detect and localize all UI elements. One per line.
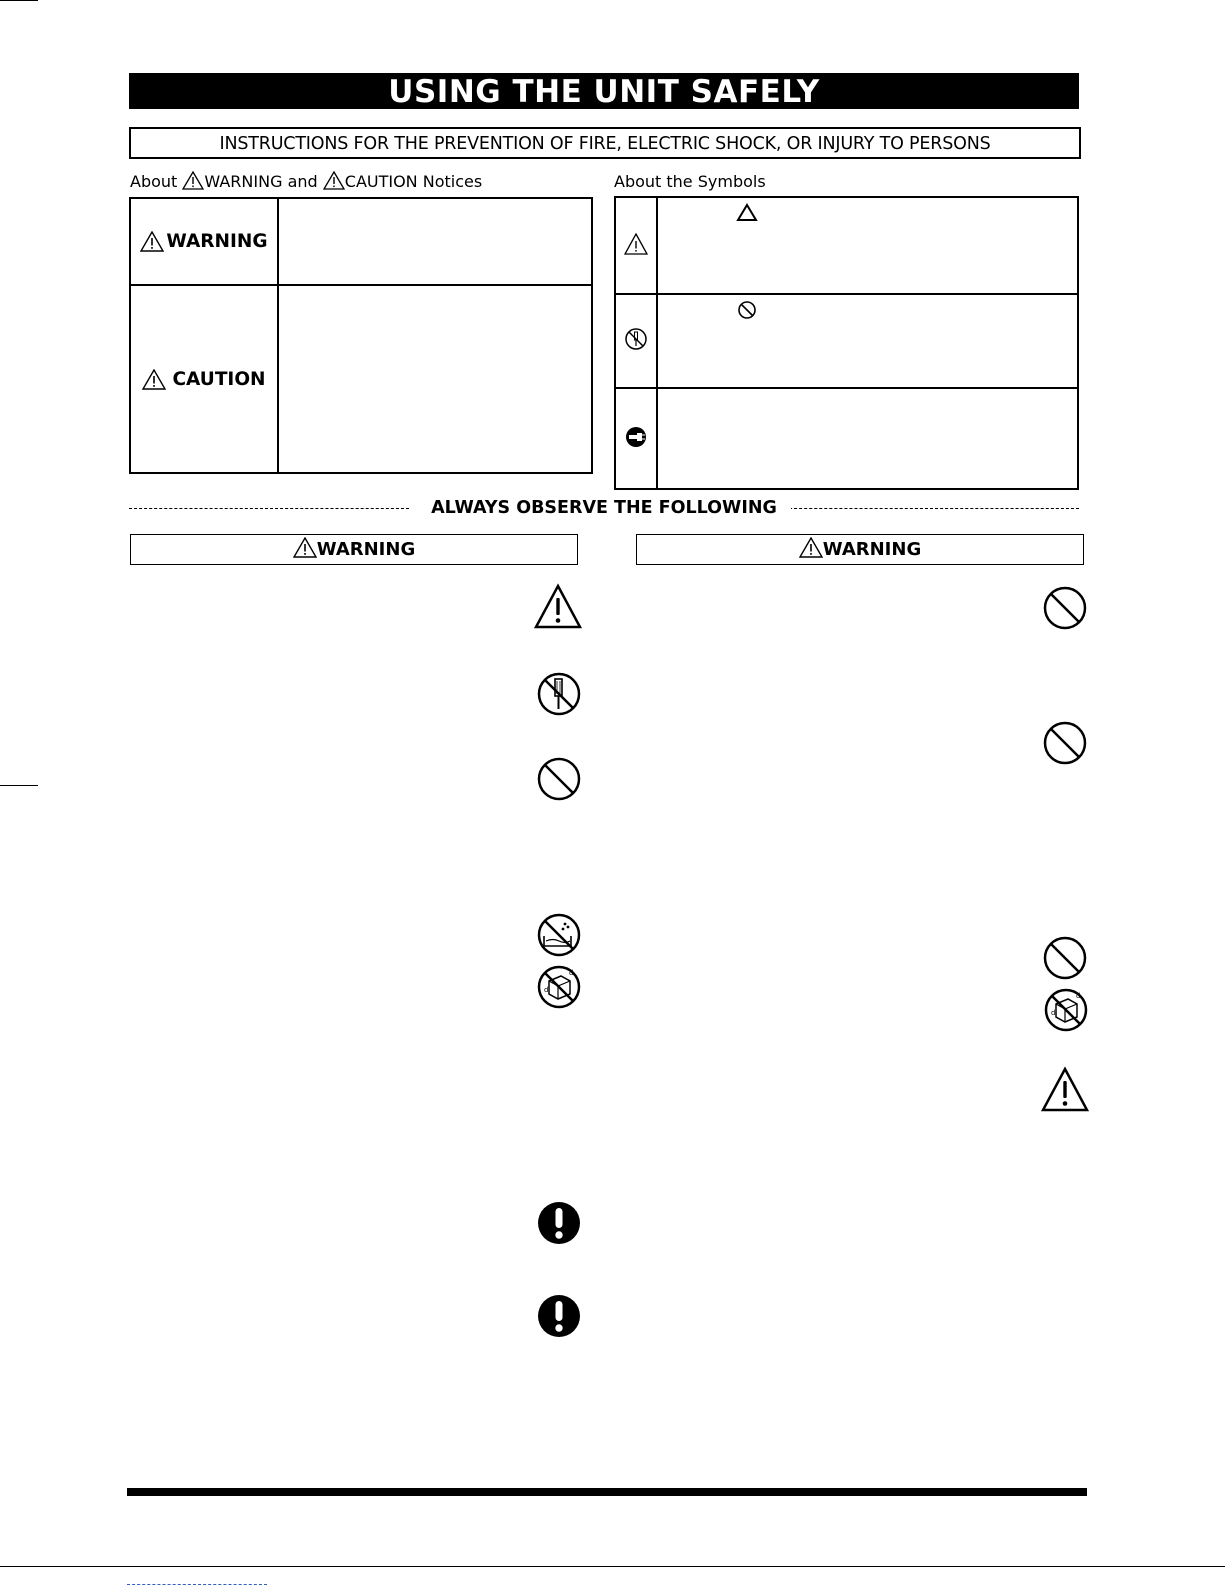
notices-heading bbox=[130, 171, 482, 192]
no-drop-icon bbox=[535, 963, 583, 1011]
notices-about: About bbox=[130, 172, 178, 191]
symbols-heading: About the Symbols bbox=[614, 172, 766, 191]
warning-triangle-icon bbox=[323, 171, 345, 190]
prohibited-icon bbox=[1041, 719, 1089, 767]
warning-triangle-icon bbox=[534, 583, 582, 631]
no-water-icon bbox=[535, 911, 583, 959]
svg-text:d: d bbox=[1051, 1009, 1056, 1017]
warning-label: WARNING bbox=[131, 199, 277, 284]
warning-description bbox=[278, 198, 592, 285]
triangle-symbol-description bbox=[657, 197, 1078, 294]
notices-caution: CAUTION bbox=[344, 172, 418, 191]
page-title: USING THE UNIT SAFELY bbox=[129, 73, 1079, 109]
right-warning-header: WARNING bbox=[636, 534, 1084, 565]
prohibited-icon bbox=[737, 300, 757, 320]
always-observe-divider bbox=[129, 496, 1079, 520]
always-observe-heading: ALWAYS OBSERVE THE FOLLOWING bbox=[417, 498, 791, 518]
crop-mark bbox=[0, 785, 38, 786]
symbols-table bbox=[614, 196, 1079, 490]
mandatory-icon bbox=[535, 1292, 583, 1340]
warning-triangle-icon bbox=[142, 369, 166, 390]
no-drop-icon bbox=[1042, 986, 1090, 1034]
prohibited-icon bbox=[1041, 934, 1089, 982]
notices-table bbox=[129, 197, 593, 474]
left-warning-header: WARNING bbox=[130, 534, 578, 565]
notices-suffix: Notices bbox=[422, 172, 483, 191]
warning-triangle-icon bbox=[140, 231, 164, 252]
caution-description bbox=[278, 285, 592, 473]
warning-triangle-icon bbox=[799, 537, 823, 558]
crop-mark bbox=[0, 1566, 1225, 1567]
prohibited-icon bbox=[1041, 584, 1089, 632]
circle-symbol-description bbox=[657, 294, 1078, 388]
warning-triangle-icon bbox=[182, 171, 204, 190]
svg-text:d: d bbox=[1076, 992, 1081, 1000]
caution-label: CAUTION bbox=[131, 286, 277, 472]
svg-text:d: d bbox=[569, 969, 574, 977]
instructions-banner: INSTRUCTIONS FOR THE PREVENTION OF FIRE, ELECTRIC SHOCK, OR INJURY TO PERSONS bbox=[129, 127, 1081, 159]
warning-triangle-icon bbox=[293, 537, 317, 558]
dot-symbol-description bbox=[657, 388, 1078, 489]
prohibited-icon bbox=[535, 755, 583, 803]
svg-text:d: d bbox=[544, 986, 549, 994]
no-disassemble-icon bbox=[624, 327, 648, 351]
footer-rule bbox=[127, 1488, 1087, 1496]
warning-triangle-icon bbox=[1041, 1066, 1089, 1114]
no-disassemble-icon bbox=[535, 670, 583, 718]
triangle-outline-icon bbox=[736, 203, 758, 222]
notices-warning: WARNING bbox=[204, 172, 283, 191]
mandatory-icon bbox=[535, 1199, 583, 1247]
notices-and: and bbox=[287, 172, 318, 191]
crop-mark bbox=[0, 0, 38, 1]
warning-triangle-icon bbox=[624, 233, 648, 255]
unplug-icon bbox=[625, 426, 647, 448]
